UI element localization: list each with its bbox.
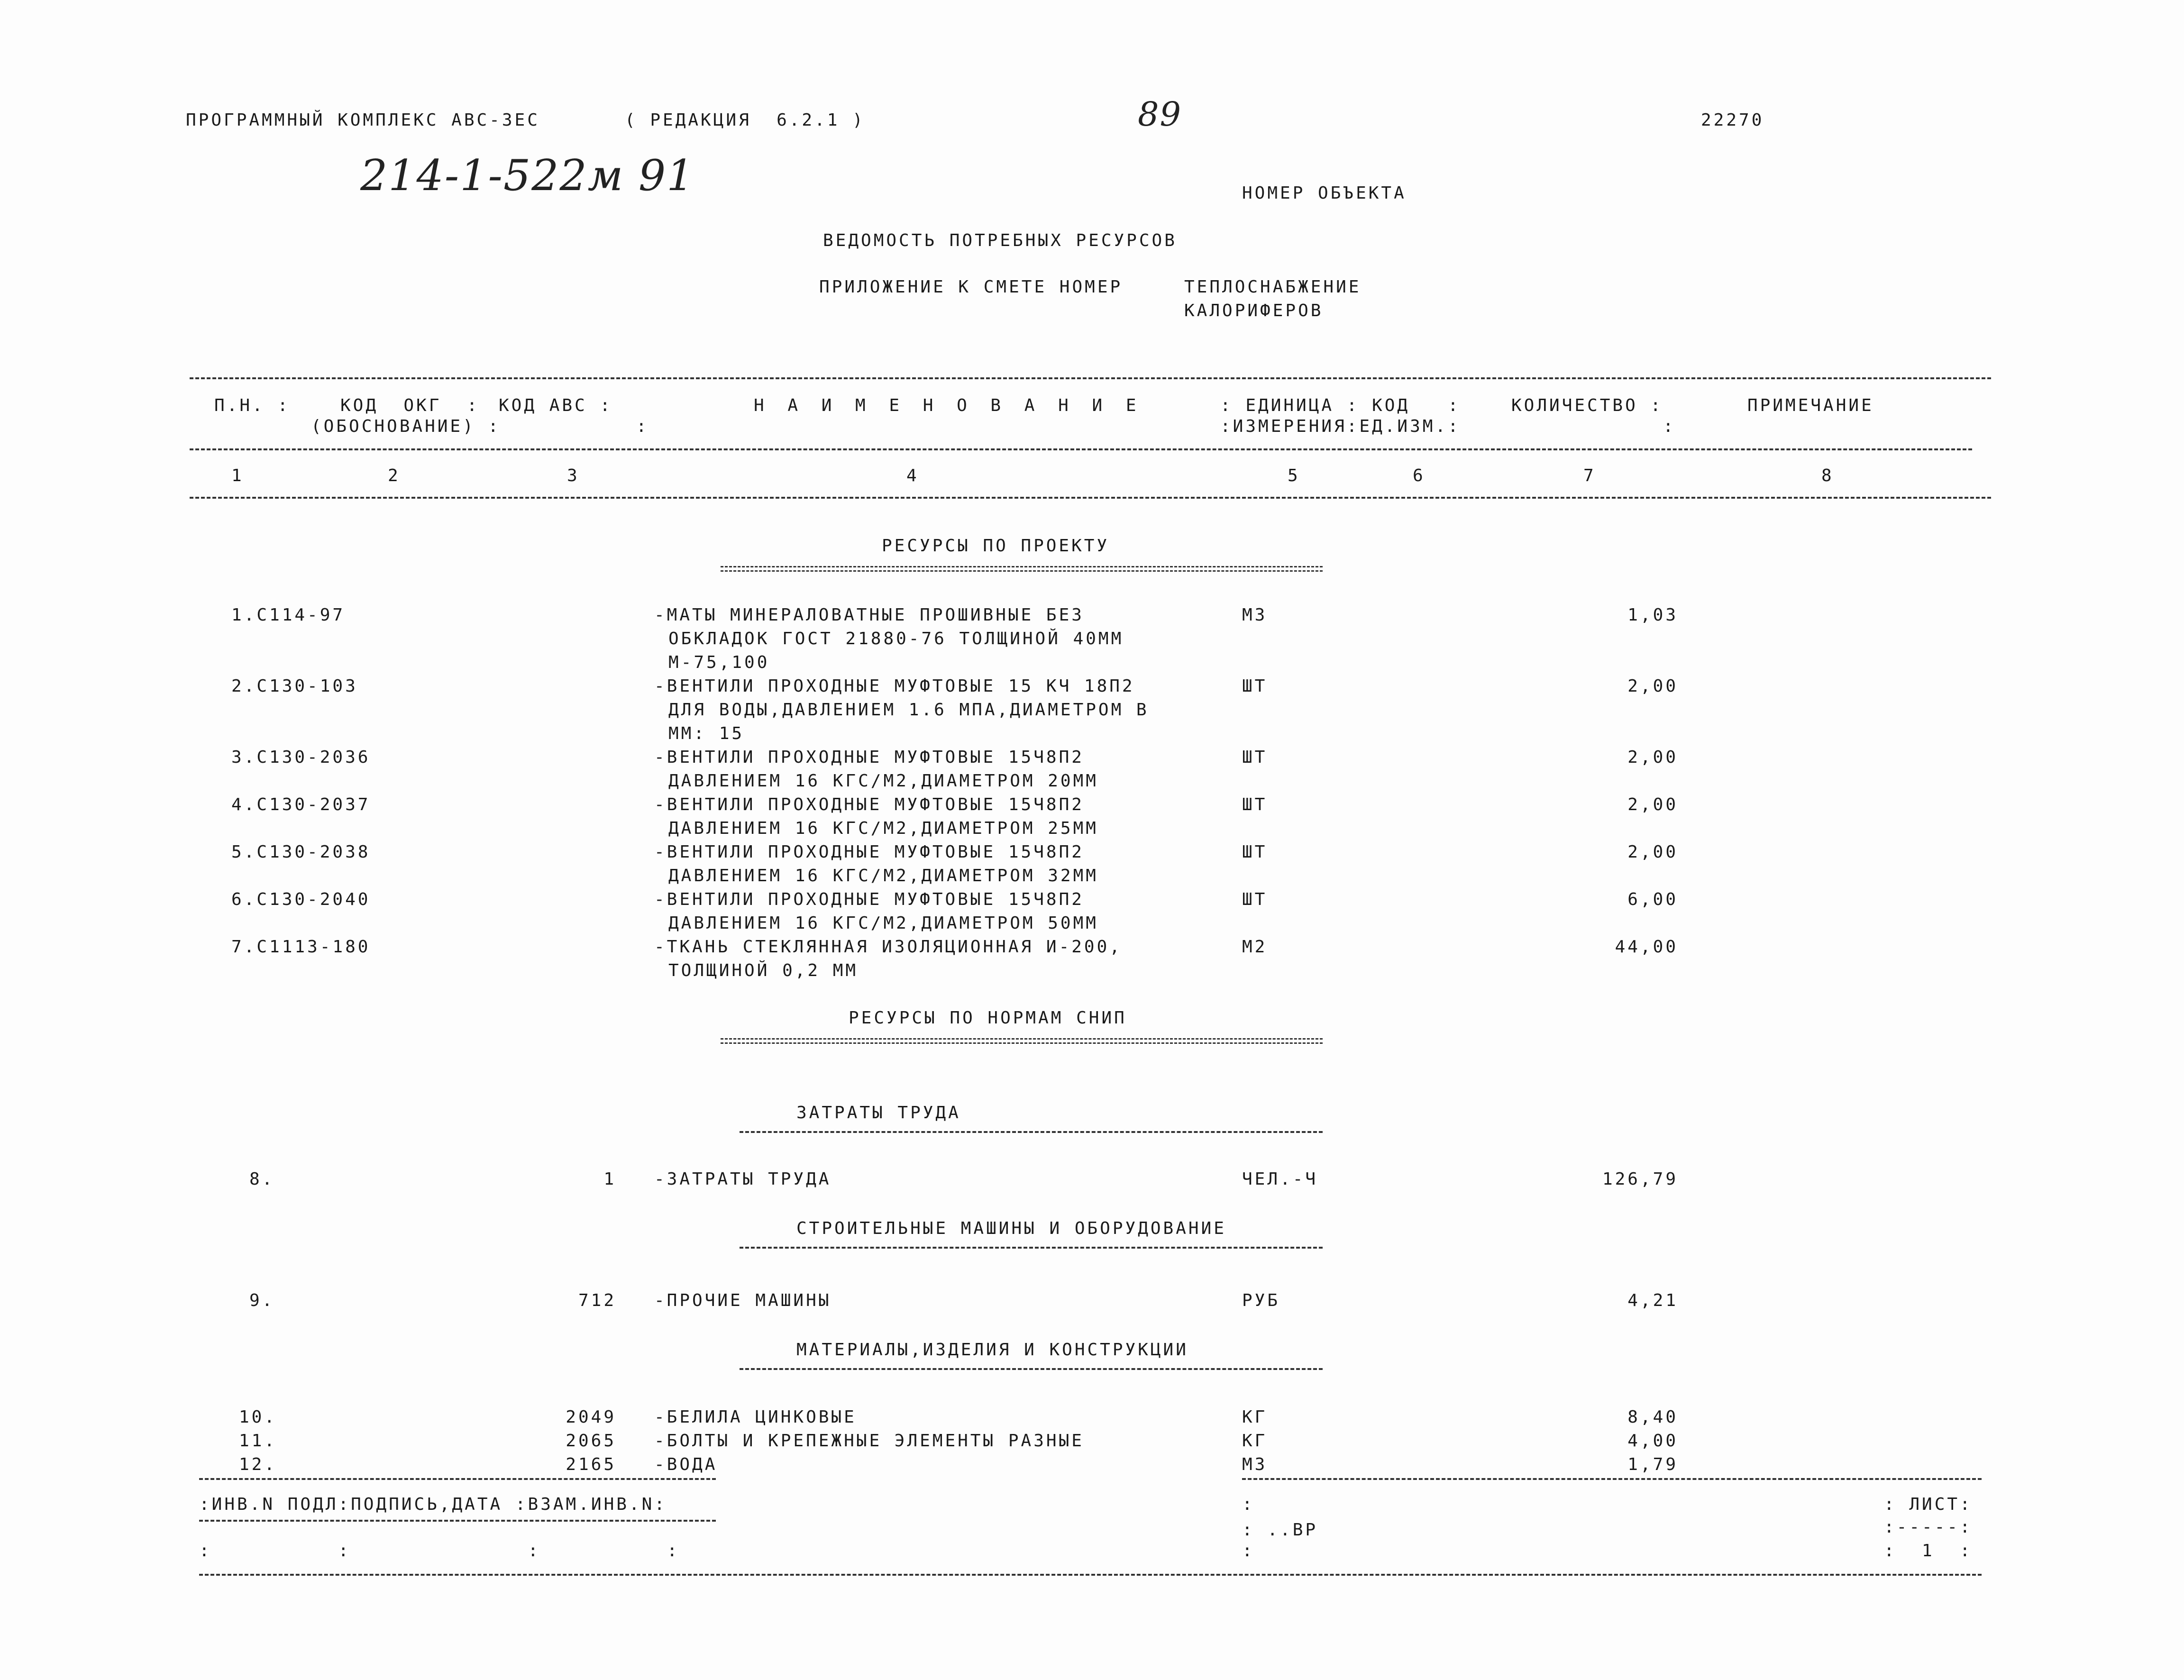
row-12-name: -ВОДА	[654, 1455, 718, 1474]
row-5-qty: 2,00	[1627, 842, 1678, 862]
stamp-blank-row: : : : :	[199, 1541, 680, 1561]
col-number-6: 6	[1413, 466, 1426, 485]
row-10-code: 10.	[239, 1407, 277, 1427]
row-11-qty: 4,00	[1627, 1431, 1678, 1451]
subtitle-line2: КАЛОРИФЕРОВ	[1184, 301, 1324, 320]
row-10-name: -БЕЛИЛА ЦИНКОВЫЕ	[654, 1407, 857, 1427]
row-1-name-1: -МАТЫ МИНЕРАЛОВАТНЫЕ ПРОШИВНЫЕ БЕЗ	[654, 605, 1084, 625]
col-header-abc: КОД АВС :	[499, 396, 613, 415]
row-4-name-1: -ВЕНТИЛИ ПРОХОДНЫЕ МУФТОВЫЕ 15Ч8П2	[654, 795, 1084, 814]
labor-underline	[740, 1131, 1323, 1133]
program-name: ПРОГРАММНЫЙ КОМПЛЕКС АВС-3ЕС	[186, 110, 540, 130]
stamp-header: :ИНВ.N ПОДЛ:ПОДПИСЬ,ДАТА :ВЗАМ.ИНВ.N:	[199, 1495, 667, 1514]
sheet-number: : 1 :	[1884, 1541, 1973, 1561]
row-1-qty: 1,03	[1627, 605, 1678, 625]
row-6-qty: 6,00	[1627, 890, 1678, 909]
section-machines: СТРОИТЕЛЬНЫЕ МАШИНЫ И ОБОРУДОВАНИЕ	[796, 1219, 1226, 1238]
col-header-name: Н А И М Е Н О В А Н И Е	[754, 396, 1143, 415]
row-4-qty: 2,00	[1627, 795, 1678, 814]
row-11-code: 11.	[239, 1431, 277, 1451]
row-3-code: 3.С130-2036	[231, 748, 371, 767]
row-8-name: -ЗАТРАТЫ ТРУДА	[654, 1169, 832, 1189]
row-10-unit: КГ	[1242, 1407, 1268, 1427]
row-3-unit: ШТ	[1242, 748, 1268, 767]
row-11-abc: 2065	[566, 1431, 616, 1451]
sheet-separator: :-----:	[1884, 1517, 1973, 1537]
stamp-rule-top-right	[1242, 1478, 1982, 1480]
subtitle-prefix: ПРИЛОЖЕНИЕ К СМЕТЕ НОМЕР	[819, 277, 1123, 297]
row-2-qty: 2,00	[1627, 676, 1678, 696]
row-2-name-2: ДЛЯ ВОДЫ,ДАВЛЕНИЕМ 1.6 МПА,ДИАМЕТРОМ В	[668, 700, 1149, 720]
subtitle-line1: ТЕПЛОСНАБЖЕНИЕ	[1184, 277, 1362, 297]
section-materials: МАТЕРИАЛЫ,ИЗДЕЛИЯ И КОНСТРУКЦИИ	[796, 1340, 1188, 1360]
row-1-name-2: ОБКЛАДОК ГОСТ 21880-76 ТОЛЩИНОЙ 40ММ	[668, 629, 1124, 648]
row-8-code: 8.	[249, 1169, 275, 1189]
handwritten-page-number: 89	[1138, 95, 1182, 134]
col-header-unit: : ЕДИНИЦА : КОД :	[1220, 396, 1461, 415]
row-4-unit: ШТ	[1242, 795, 1268, 814]
stamp-rule-bottom	[199, 1574, 1982, 1576]
row-2-name-3: ММ: 15	[668, 724, 745, 743]
row-7-code: 7.С1113-180	[231, 937, 371, 957]
row-10-abc: 2049	[566, 1407, 616, 1427]
row-9-code: 9.	[249, 1291, 275, 1310]
sheet-label: : ЛИСТ:	[1884, 1495, 1973, 1514]
row-12-unit: М3	[1242, 1455, 1268, 1474]
row-4-code: 4.С130-2037	[231, 795, 371, 814]
row-1-code: 1.С114-97	[231, 605, 346, 625]
col-number-4: 4	[906, 466, 919, 485]
col-header-pn: П.Н. :	[214, 396, 291, 415]
col-header-unit-2: :ИЗМЕРЕНИЯ:ЕД.ИЗМ.:	[1220, 417, 1461, 436]
row-11-unit: КГ	[1242, 1431, 1268, 1451]
row-3-name-1: -ВЕНТИЛИ ПРОХОДНЫЕ МУФТОВЫЕ 15Ч8П2	[654, 748, 1084, 767]
col-number-5: 5	[1288, 466, 1300, 485]
stamp-center-code: : ..ВР	[1242, 1520, 1318, 1540]
doc-code: 22270	[1701, 110, 1764, 130]
col-number-2: 2	[388, 466, 401, 485]
materials-underline	[740, 1368, 1323, 1370]
stamp-center-mark-2: :	[1242, 1541, 1255, 1561]
section-labor: ЗАТРАТЫ ТРУДА	[796, 1103, 961, 1123]
row-6-name-2: ДАВЛЕНИЕМ 16 КГС/М2,ДИАМЕТРОМ 50ММ	[668, 913, 1098, 933]
row-11-name: -БОЛТЫ И КРЕПЕЖНЫЕ ЭЛЕМЕНТЫ РАЗНЫЕ	[654, 1431, 1084, 1451]
row-9-abc: 712	[578, 1291, 616, 1310]
row-8-abc: 1	[603, 1169, 616, 1189]
col-number-8: 8	[1821, 466, 1834, 485]
row-5-code: 5.С130-2038	[231, 842, 371, 862]
edition: ( РЕДАКЦИЯ 6.2.1 )	[625, 110, 865, 130]
col-header-okg-2: (ОБОСНОВАНИЕ) :	[311, 417, 501, 436]
row-9-unit: РУБ	[1242, 1291, 1280, 1310]
section-snip-resources: РЕСУРСЫ ПО НОРМАМ СНИП	[849, 1008, 1127, 1028]
machines-underline	[740, 1247, 1323, 1249]
stamp-rule-mid	[199, 1520, 716, 1522]
row-3-name-2: ДАВЛЕНИЕМ 16 КГС/М2,ДИАМЕТРОМ 20ММ	[668, 771, 1098, 791]
row-7-name-1: -ТКАНЬ СТЕКЛЯННАЯ ИЗОЛЯЦИОННАЯ И-200,	[654, 937, 1122, 957]
row-5-name-1: -ВЕНТИЛИ ПРОХОДНЫЕ МУФТОВЫЕ 15Ч8П2	[654, 842, 1084, 862]
row-1-unit: М3	[1242, 605, 1268, 625]
row-8-qty: 126,79	[1602, 1169, 1678, 1189]
col-number-7: 7	[1583, 466, 1596, 485]
col-header-qty-2: :	[1663, 417, 1676, 436]
row-7-qty: 44,00	[1615, 937, 1678, 957]
col-number-3: 3	[567, 466, 580, 485]
header-rule-bottom	[190, 497, 1991, 499]
row-8-unit: ЧЕЛ.-Ч	[1242, 1169, 1318, 1189]
header-rule-mid	[190, 448, 1972, 450]
section-underline-double	[721, 566, 1323, 572]
stamp-center-mark: :	[1242, 1495, 1255, 1514]
handwritten-reference: 214-1-522м 91	[360, 151, 695, 201]
row-5-unit: ШТ	[1242, 842, 1268, 862]
row-12-code: 12.	[239, 1455, 277, 1474]
row-5-name-2: ДАВЛЕНИЕМ 16 КГС/М2,ДИАМЕТРОМ 32ММ	[668, 866, 1098, 886]
row-2-unit: ШТ	[1242, 676, 1268, 696]
row-6-unit: ШТ	[1242, 890, 1268, 909]
row-12-abc: 2165	[566, 1455, 616, 1474]
row-6-code: 6.С130-2040	[231, 890, 371, 909]
col-number-1: 1	[231, 466, 244, 485]
row-3-qty: 2,00	[1627, 748, 1678, 767]
row-9-name: -ПРОЧИЕ МАШИНЫ	[654, 1291, 832, 1310]
col-header-okg: КОД ОКГ :	[340, 396, 480, 415]
document-title: ВЕДОМОСТЬ ПОТРЕБНЫХ РЕСУРСОВ	[823, 231, 1177, 250]
row-2-code: 2.С130-103	[231, 676, 358, 696]
col-header-note: ПРИМЕЧАНИЕ	[1747, 396, 1874, 415]
row-1-name-3: М-75,100	[668, 653, 770, 672]
row-2-name-1: -ВЕНТИЛИ ПРОХОДНЫЕ МУФТОВЫЕ 15 КЧ 18П2	[654, 676, 1135, 696]
section-underline-double-2	[721, 1038, 1323, 1044]
row-4-name-2: ДАВЛЕНИЕМ 16 КГС/М2,ДИАМЕТРОМ 25ММ	[668, 819, 1098, 838]
col-header-qty: КОЛИЧЕСТВО :	[1511, 396, 1663, 415]
row-7-unit: М2	[1242, 937, 1268, 957]
row-12-qty: 1,79	[1627, 1455, 1678, 1474]
stamp-rule-top-left	[199, 1478, 716, 1480]
row-7-name-2: ТОЛЩИНОЙ 0,2 ММ	[668, 961, 859, 980]
header-rule-top	[190, 377, 1991, 379]
col-header-abc-2: :	[636, 417, 649, 436]
section-project-resources: РЕСУРСЫ ПО ПРОЕКТУ	[882, 536, 1110, 556]
row-6-name-1: -ВЕНТИЛИ ПРОХОДНЫЕ МУФТОВЫЕ 15Ч8П2	[654, 890, 1084, 909]
object-number-label: НОМЕР ОБЪЕКТА	[1242, 183, 1407, 203]
row-9-qty: 4,21	[1627, 1291, 1678, 1310]
row-10-qty: 8,40	[1627, 1407, 1678, 1427]
